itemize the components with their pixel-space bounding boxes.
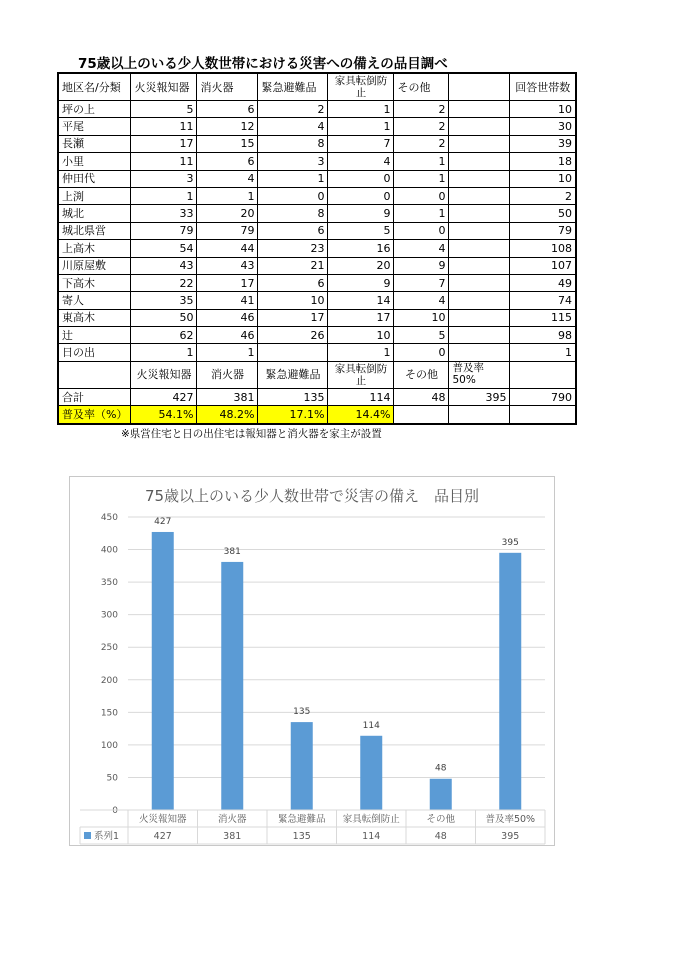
value-cell xyxy=(449,292,510,309)
sheet-title: 75歳以上のいる少人数世帯における災害への備えの品目調べ xyxy=(78,56,448,72)
table-row xyxy=(58,135,576,152)
area-name-cell: 川原屋敷 xyxy=(58,257,131,274)
value-cell: 1 xyxy=(510,344,576,361)
column-header: 緊急避難品 xyxy=(258,361,328,388)
value-cell: 2 xyxy=(394,118,449,135)
table-row xyxy=(58,344,576,361)
value-cell: 1 xyxy=(328,118,394,135)
data-table xyxy=(57,72,577,425)
value-cell: 3 xyxy=(258,153,328,170)
area-name-cell: 上渕 xyxy=(58,187,131,204)
value-cell: 35 xyxy=(131,292,197,309)
value-cell: 98 xyxy=(510,327,576,344)
rate-cell xyxy=(449,406,510,424)
table-row xyxy=(58,274,576,291)
area-name-cell: 城北 xyxy=(58,205,131,222)
footnote: ※県営住宅と日の出住宅は報知器と消火器を家主が設置 xyxy=(121,428,382,440)
value-cell: 20 xyxy=(328,257,394,274)
column-header: 回答世帯数 xyxy=(510,73,576,101)
column-header: 消火器 xyxy=(197,361,258,388)
value-cell xyxy=(449,135,510,152)
value-cell xyxy=(449,327,510,344)
table-row xyxy=(58,170,576,187)
value-cell xyxy=(449,205,510,222)
value-cell: 7 xyxy=(328,135,394,152)
value-cell: 17 xyxy=(197,274,258,291)
area-name-cell: 城北県営 xyxy=(58,222,131,239)
table-row xyxy=(58,327,576,344)
value-cell xyxy=(449,257,510,274)
y-tick-label: 100 xyxy=(100,740,118,751)
value-cell: 9 xyxy=(394,257,449,274)
table-row xyxy=(58,222,576,239)
value-cell: 21 xyxy=(258,257,328,274)
value-cell: 14 xyxy=(328,292,394,309)
value-cell xyxy=(449,222,510,239)
table-row xyxy=(58,309,576,326)
value-cell: 10 xyxy=(328,327,394,344)
rate-cell: 48.2% xyxy=(197,406,258,424)
value-cell: 9 xyxy=(328,205,394,222)
data-table-value: 48 xyxy=(434,831,447,842)
area-name-cell: 寄人 xyxy=(58,292,131,309)
value-cell: 0 xyxy=(258,187,328,204)
value-cell: 10 xyxy=(258,292,328,309)
y-tick-label: 400 xyxy=(100,545,118,556)
column-header xyxy=(449,73,510,101)
area-name-cell: 長瀬 xyxy=(58,135,131,152)
bar xyxy=(430,779,452,810)
data-label: 114 xyxy=(362,720,380,731)
value-cell: 5 xyxy=(328,222,394,239)
value-cell: 30 xyxy=(510,118,576,135)
column-header: 消火器 xyxy=(197,73,258,101)
rate-cell: 54.1% xyxy=(131,406,197,424)
value-cell: 44 xyxy=(197,240,258,257)
value-cell: 50 xyxy=(510,205,576,222)
value-cell xyxy=(449,170,510,187)
rate-cell xyxy=(394,406,449,424)
value-cell: 49 xyxy=(510,274,576,291)
column-header: その他 xyxy=(394,361,449,388)
chart-title: 75歳以上のいる少人数世帯で災害の備え 品目別 xyxy=(144,487,480,505)
value-cell: 8 xyxy=(258,135,328,152)
value-cell xyxy=(449,309,510,326)
data-label: 135 xyxy=(293,707,311,718)
data-table-value: 381 xyxy=(223,831,242,842)
value-cell: 46 xyxy=(197,309,258,326)
value-cell: 23 xyxy=(258,240,328,257)
value-cell: 2 xyxy=(394,101,449,118)
value-cell: 6 xyxy=(197,153,258,170)
data-table-value: 114 xyxy=(362,831,381,842)
value-cell: 16 xyxy=(328,240,394,257)
value-cell: 4 xyxy=(197,170,258,187)
value-cell: 4 xyxy=(394,240,449,257)
table-row xyxy=(58,153,576,170)
value-cell: 10 xyxy=(394,309,449,326)
value-cell: 4 xyxy=(328,153,394,170)
value-cell: 54 xyxy=(131,240,197,257)
value-cell: 2 xyxy=(510,187,576,204)
area-name-cell: 上高木 xyxy=(58,240,131,257)
bar xyxy=(360,736,382,810)
value-cell: 9 xyxy=(328,274,394,291)
column-header xyxy=(58,361,131,388)
rate-row xyxy=(58,406,576,424)
value-cell: 1 xyxy=(328,344,394,361)
y-tick-label: 300 xyxy=(100,610,118,621)
table-row xyxy=(58,240,576,257)
table-row xyxy=(58,101,576,118)
value-cell: 6 xyxy=(197,101,258,118)
value-cell: 8 xyxy=(258,205,328,222)
area-name-cell: 東高木 xyxy=(58,309,131,326)
value-cell: 1 xyxy=(394,170,449,187)
value-cell: 0 xyxy=(394,222,449,239)
value-cell: 17 xyxy=(328,309,394,326)
data-label: 48 xyxy=(435,763,447,774)
category-label: その他 xyxy=(426,814,456,825)
value-cell: 1 xyxy=(197,187,258,204)
value-cell: 0 xyxy=(394,344,449,361)
data-table-value: 135 xyxy=(292,831,311,842)
total-cell: 427 xyxy=(131,388,197,405)
value-cell: 0 xyxy=(328,170,394,187)
category-label: 普及率50% xyxy=(485,814,536,825)
value-cell: 6 xyxy=(258,222,328,239)
value-cell: 5 xyxy=(394,327,449,344)
value-cell: 0 xyxy=(328,187,394,204)
column-header: 普及率50% xyxy=(449,361,510,388)
total-cell: 395 xyxy=(449,388,510,405)
value-cell: 7 xyxy=(394,274,449,291)
value-cell: 50 xyxy=(131,309,197,326)
y-tick-label: 350 xyxy=(100,578,118,589)
value-cell: 1 xyxy=(394,153,449,170)
area-name-cell: 仲田代 xyxy=(58,170,131,187)
area-name-cell: 下高木 xyxy=(58,274,131,291)
data-label: 427 xyxy=(154,516,172,527)
value-cell: 43 xyxy=(197,257,258,274)
category-label: 家具転倒防止 xyxy=(342,814,400,825)
category-label: 消火器 xyxy=(217,814,247,825)
value-cell: 4 xyxy=(258,118,328,135)
value-cell: 41 xyxy=(197,292,258,309)
total-label: 合計 xyxy=(58,388,131,405)
table-row xyxy=(58,205,576,222)
total-cell: 135 xyxy=(258,388,328,405)
table-row xyxy=(58,187,576,204)
column-header: 緊急避難品 xyxy=(258,73,328,101)
value-cell: 79 xyxy=(197,222,258,239)
column-header: 火災報知器 xyxy=(131,73,197,101)
value-cell: 10 xyxy=(510,170,576,187)
column-header xyxy=(510,361,576,388)
value-cell: 0 xyxy=(394,187,449,204)
area-name-cell: 辻 xyxy=(58,327,131,344)
value-cell: 79 xyxy=(510,222,576,239)
chart-svg xyxy=(70,477,554,845)
value-cell xyxy=(449,274,510,291)
value-cell xyxy=(449,118,510,135)
y-tick-label: 50 xyxy=(106,773,118,784)
value-cell: 12 xyxy=(197,118,258,135)
data-table-value: 395 xyxy=(501,831,520,842)
data-table-value: 427 xyxy=(153,831,172,842)
table-header-row xyxy=(58,73,576,101)
value-cell xyxy=(449,101,510,118)
y-tick-label: 0 xyxy=(112,806,118,816)
total-cell: 48 xyxy=(394,388,449,405)
value-cell: 1 xyxy=(197,344,258,361)
value-cell: 46 xyxy=(197,327,258,344)
value-cell: 6 xyxy=(258,274,328,291)
value-cell: 10 xyxy=(510,101,576,118)
bar-chart xyxy=(69,476,555,846)
rate-cell xyxy=(510,406,576,424)
column-header: 地区名/分類 xyxy=(58,73,131,101)
value-cell xyxy=(258,344,328,361)
value-cell xyxy=(449,187,510,204)
area-name-cell: 日の出 xyxy=(58,344,131,361)
bar xyxy=(499,553,521,810)
rate-label: 普及率（%） xyxy=(58,406,131,424)
column-header: 火災報知器 xyxy=(131,361,197,388)
value-cell: 115 xyxy=(510,309,576,326)
column-header: 家具転倒防止 xyxy=(328,73,394,101)
value-cell: 43 xyxy=(131,257,197,274)
bar xyxy=(221,562,243,810)
value-cell: 1 xyxy=(328,101,394,118)
value-cell: 2 xyxy=(258,101,328,118)
bar xyxy=(152,532,174,810)
value-cell: 11 xyxy=(131,118,197,135)
value-cell: 62 xyxy=(131,327,197,344)
value-cell: 11 xyxy=(131,153,197,170)
value-cell: 2 xyxy=(394,135,449,152)
value-cell: 17 xyxy=(131,135,197,152)
area-name-cell: 小里 xyxy=(58,153,131,170)
legend-key xyxy=(84,832,91,839)
total-row xyxy=(58,388,576,405)
y-tick-label: 250 xyxy=(100,643,118,654)
area-name-cell: 坪の上 xyxy=(58,101,131,118)
value-cell: 108 xyxy=(510,240,576,257)
series-name: 系列1 xyxy=(94,831,120,842)
table-row xyxy=(58,292,576,309)
y-tick-label: 450 xyxy=(100,513,118,523)
data-label: 381 xyxy=(223,546,241,557)
value-cell: 74 xyxy=(510,292,576,309)
y-tick-label: 150 xyxy=(100,708,118,719)
column-header: 家具転倒防止 xyxy=(328,361,394,388)
value-cell: 17 xyxy=(258,309,328,326)
table-row xyxy=(58,118,576,135)
area-name-cell: 平尾 xyxy=(58,118,131,135)
value-cell: 20 xyxy=(197,205,258,222)
value-cell: 3 xyxy=(131,170,197,187)
value-cell: 107 xyxy=(510,257,576,274)
value-cell xyxy=(449,240,510,257)
value-cell: 1 xyxy=(258,170,328,187)
value-cell: 1 xyxy=(394,205,449,222)
rate-cell: 14.4% xyxy=(328,406,394,424)
rate-cell: 17.1% xyxy=(258,406,328,424)
value-cell: 15 xyxy=(197,135,258,152)
y-tick-label: 200 xyxy=(100,675,118,686)
table-subheader-row xyxy=(58,361,576,388)
value-cell: 79 xyxy=(131,222,197,239)
column-header: その他 xyxy=(394,73,449,101)
total-cell: 790 xyxy=(510,388,576,405)
total-cell: 114 xyxy=(328,388,394,405)
value-cell: 39 xyxy=(510,135,576,152)
value-cell xyxy=(449,344,510,361)
value-cell: 33 xyxy=(131,205,197,222)
value-cell: 4 xyxy=(394,292,449,309)
category-label: 緊急避難品 xyxy=(277,814,326,825)
value-cell: 18 xyxy=(510,153,576,170)
bar xyxy=(291,722,313,810)
value-cell: 22 xyxy=(131,274,197,291)
category-label: 火災報知器 xyxy=(138,814,187,825)
value-cell: 26 xyxy=(258,327,328,344)
data-label: 395 xyxy=(501,537,519,548)
value-cell: 1 xyxy=(131,344,197,361)
value-cell: 5 xyxy=(131,101,197,118)
total-cell: 381 xyxy=(197,388,258,405)
table-row xyxy=(58,257,576,274)
value-cell xyxy=(449,153,510,170)
value-cell: 1 xyxy=(131,187,197,204)
